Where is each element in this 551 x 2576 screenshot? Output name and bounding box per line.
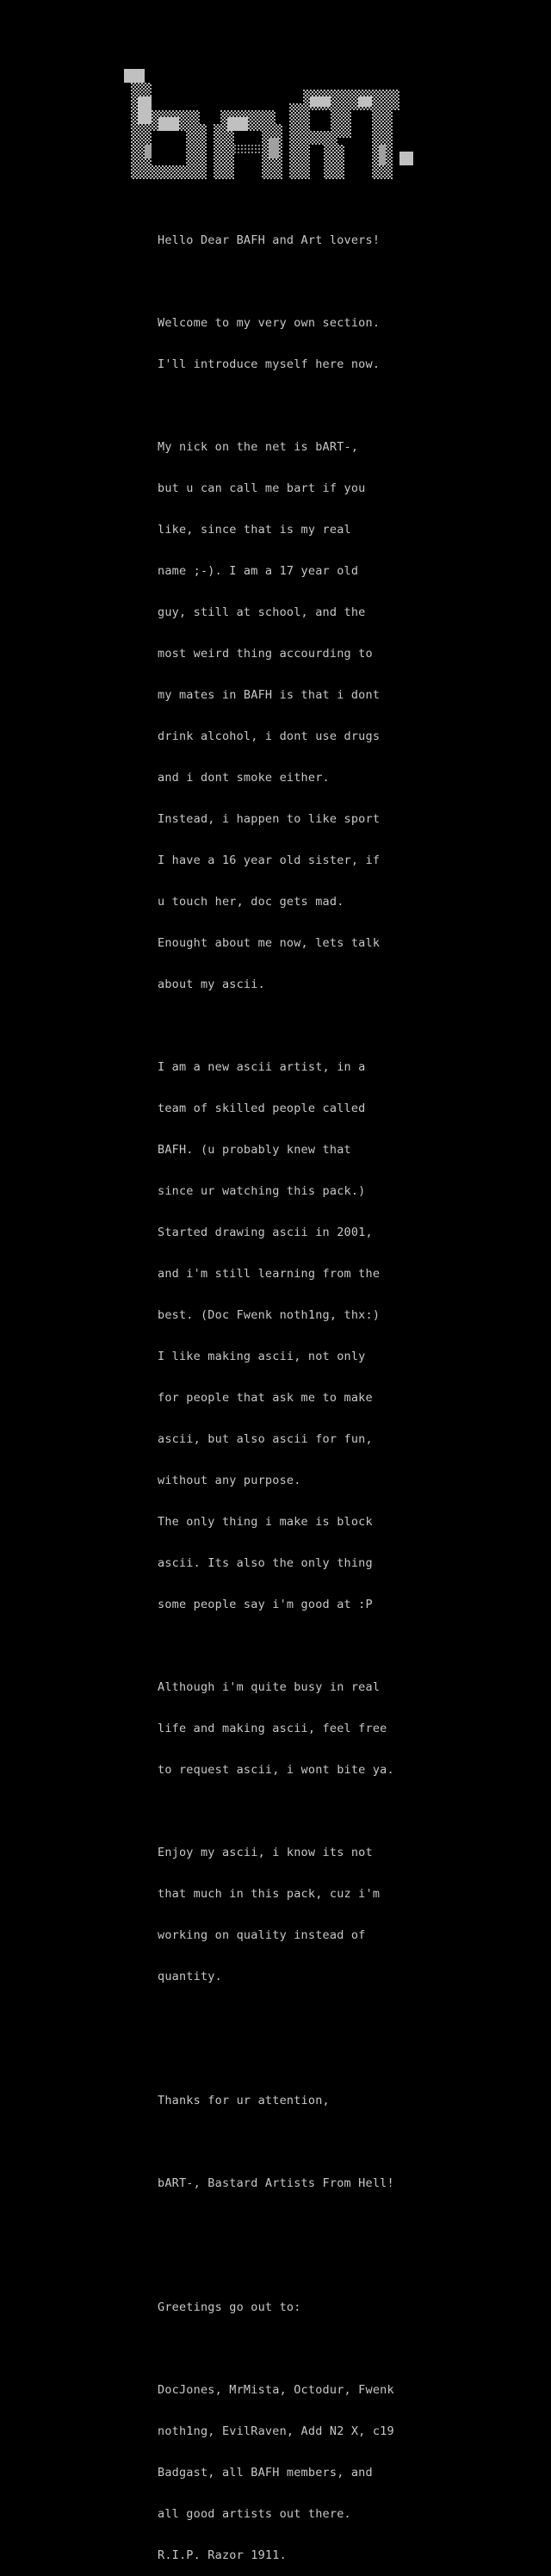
text-line: I'll introduce myself here now. [158, 357, 381, 371]
text-line: Badgast, all BAFH members, and [158, 2466, 373, 2480]
text-line: to request ascii, i wont bite ya. [158, 1763, 394, 1777]
text-line: ascii. Its also the only thing [158, 1556, 373, 1570]
text-line: u touch her, doc gets mad. [158, 895, 344, 909]
text-line: ascii, but also ascii for fun, [158, 1432, 373, 1446]
text-line: working on quality instead of [158, 1928, 366, 1942]
text-line: for people that ask me to make [158, 1391, 373, 1405]
text-line: life and making ascii, feel free [158, 1722, 387, 1735]
text-line: drink alcohol, i dont use drugs [158, 729, 381, 743]
text-line: Thanks for ur attention, [158, 2094, 330, 2107]
text-line: Enjoy my ascii, i know its not [158, 1846, 373, 1859]
text-line: and i dont smoke either. [158, 771, 330, 785]
text-line: best. (Doc Fwenk noth1ng, thx:) [158, 1308, 381, 1322]
text-line: Greetings go out to: [158, 2300, 301, 2314]
text-line: Started drawing ascii in 2001, [158, 1226, 373, 1239]
text-line: bART-, Bastard Artists From Hell! [158, 2176, 394, 2190]
text-line [158, 1639, 536, 1653]
logo-letter-r [289, 90, 351, 179]
text-line: BAFH. (u probably knew that [158, 1143, 351, 1157]
text-line: I am a new ascii artist, in a [158, 1060, 366, 1074]
text-line [158, 2259, 536, 2273]
readme-text [158, 206, 536, 2576]
text-line: I have a 16 year old sister, if [158, 853, 381, 867]
text-line: but u can call me bart if you [158, 481, 366, 495]
text-line: all good artists out there. [158, 2507, 351, 2521]
text-line: Welcome to my very own section. [158, 316, 381, 330]
text-line: Although i'm quite busy in real [158, 1680, 381, 1694]
text-line: R.I.P. Razor 1911. [158, 2548, 287, 2562]
text-line: Hello Dear BAFH and Art lovers! [158, 233, 381, 247]
text-line [158, 2342, 536, 2356]
text-line: and i'm still learning from the [158, 1267, 381, 1281]
text-line: My nick on the net is bART-, [158, 440, 359, 454]
text-line: some people say i'm good at :P [158, 1598, 373, 1611]
text-line: I like making ascii, not only [158, 1350, 366, 1363]
text-line: Instead, i happen to like sport [158, 812, 381, 826]
text-line [158, 2052, 536, 2066]
text-line: quantity. [158, 1970, 222, 1983]
text-line: DocJones, MrMista, Octodur, Fwenk [158, 2383, 394, 2397]
text-line [158, 2135, 536, 2149]
text-line: Enought about me now, lets talk [158, 936, 381, 950]
text-line: about my ascii. [158, 978, 265, 991]
text-line [158, 399, 536, 413]
text-line: noth1ng, EvilRaven, Add N2 X, c19 [158, 2424, 394, 2438]
text-line [158, 2011, 536, 2025]
text-line: guy, still at school, and the [158, 605, 366, 619]
text-line [158, 275, 536, 289]
logo-letter-t [351, 90, 399, 179]
text-line [158, 2218, 536, 2231]
text-line: The only thing i make is block [158, 1515, 373, 1529]
text-line: my mates in BAFH is that i dont [158, 688, 381, 702]
logo-dash [399, 152, 413, 165]
text-line: name ;-). I am a 17 year old [158, 564, 359, 578]
logo-letter-a [214, 110, 282, 179]
text-line: team of skilled people called [158, 1102, 366, 1115]
text-line: that much in this pack, cuz i'm [158, 1887, 381, 1901]
bart-logo [117, 62, 413, 186]
text-line: without any purpose. [158, 1474, 301, 1487]
text-line [158, 1019, 536, 1033]
text-line [158, 1804, 536, 1818]
text-line: since ur watching this pack.) [158, 1184, 366, 1198]
text-line: like, since that is my real [158, 523, 351, 537]
logo-letter-b [124, 69, 207, 179]
text-line: most weird thing accourding to [158, 647, 373, 661]
